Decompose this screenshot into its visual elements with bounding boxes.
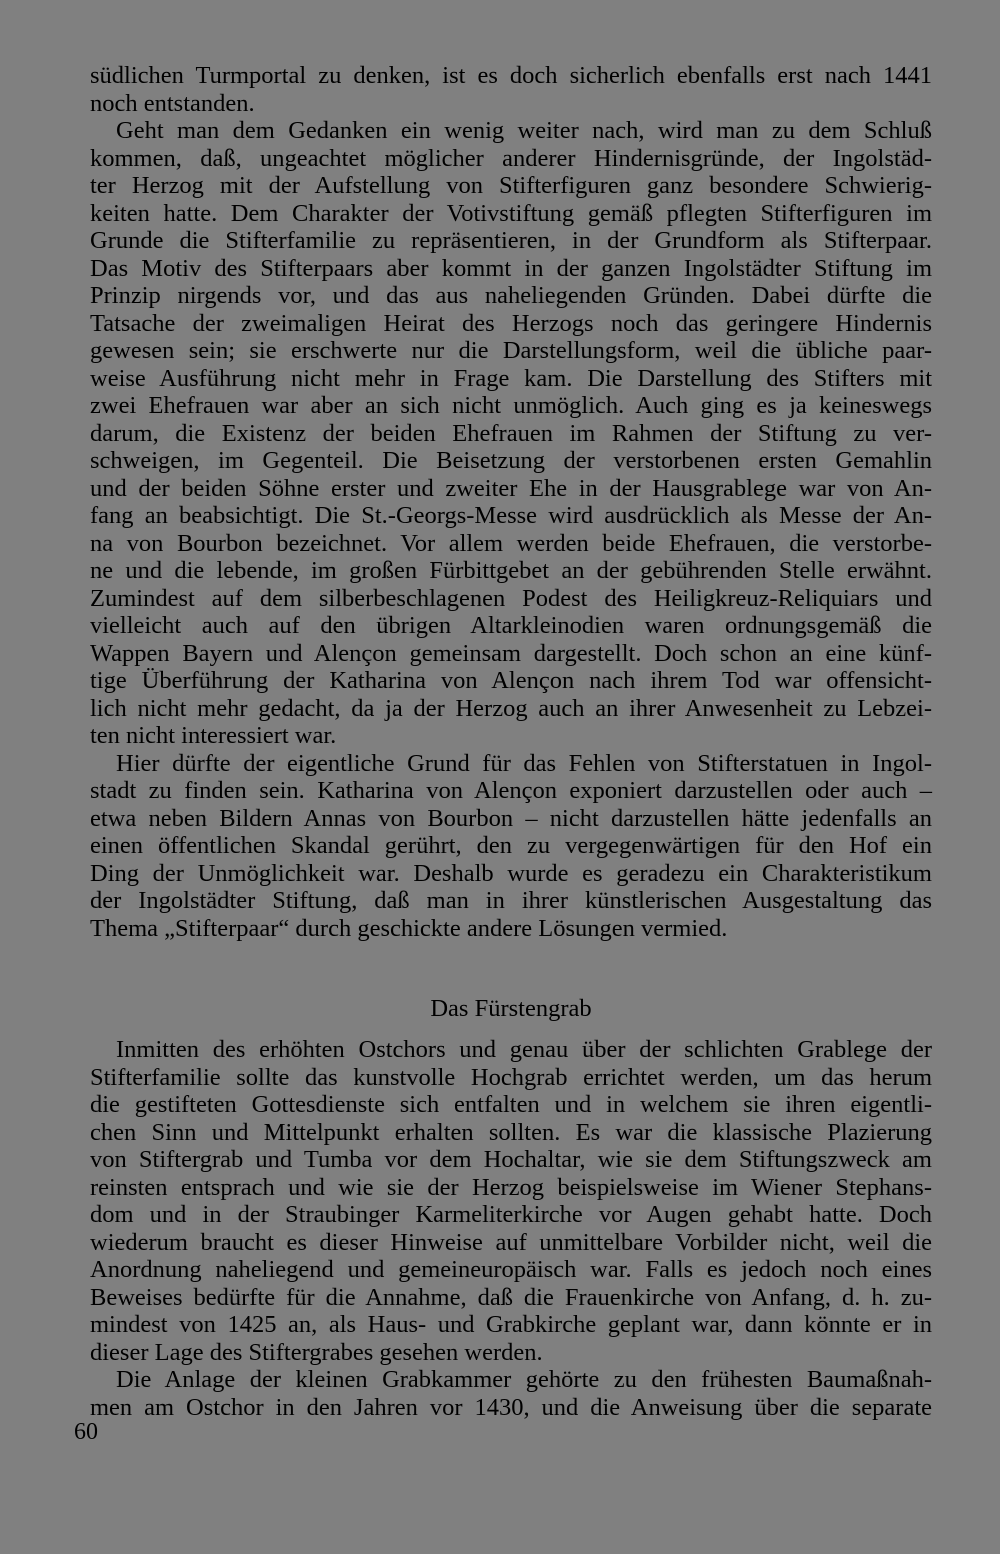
text-line: Thema „Stifterpaar“ durch geschickte andere Lösungen vermied.: [90, 914, 728, 942]
text-line: Ding der Unmöglichkeit war. Deshalb wurde es geradezu ein Charakteristikum: [90, 859, 932, 887]
text-line: wiederum braucht es dieser Hinweise auf unmittelbare Vorbilder nicht, weil die: [90, 1228, 932, 1256]
text-line: noch entstanden.: [90, 89, 255, 117]
text-line: dieser Lage des Stiftergrabes gesehen werden.: [90, 1338, 543, 1366]
text-line: reinsten entsprach und wie sie der Herzog beispielsweise im Wiener Stephans-: [90, 1173, 932, 1201]
text-line: etwa neben Bildern Annas von Bourbon – nicht darzustellen hätte jedenfalls an: [90, 804, 932, 832]
text-line: Zumindest auf dem silberbeschlagenen Podest des Heiligkreuz-Reliquiars und: [90, 584, 932, 612]
text-line: Wappen Bayern und Alençon gemeinsam dargestellt. Doch schon an eine künf-: [90, 639, 932, 667]
body-text-section-2: [90, 1036, 932, 1421]
text-line: lich nicht mehr gedacht, da ja der Herzog auch an ihrer Anwesenheit zu Lebzei-: [90, 694, 932, 722]
text-line: fang an beabsichtigt. Die St.-Georgs-Messe wird ausdrücklich als Messe der An-: [90, 502, 932, 529]
text-line: vielleicht auch auf den übrigen Altarkleinodien waren ordnungsgemäß die: [90, 612, 932, 639]
page-number: 60: [74, 1419, 98, 1445]
text-line: mindest von 1425 an, als Haus- und Grabkirche geplant war, dann könnte er in: [90, 1311, 932, 1338]
text-line: Beweises bedürfte für die Annahme, daß die Frauenkirche von Anfang, d. h. zu-: [90, 1283, 932, 1311]
text-line: Anordnung naheliegend und gemeineuropäisch war. Falls es jedoch noch eines: [90, 1256, 932, 1283]
text-line: chen Sinn und Mittelpunkt erhalten sollten. Es war die klassische Plazierung: [90, 1118, 932, 1146]
text-line: Prinzip nirgends vor, und das aus naheliegenden Gründen. Dabei dürfte die: [90, 282, 932, 309]
text-line: zwei Ehefrauen war aber an sich nicht unmöglich. Auch ging es ja keineswegs: [90, 392, 932, 419]
text-line: gewesen sein; sie erschwerte nur die Darstellungsform, weil die übliche paar-: [90, 337, 932, 364]
text-line: Hier dürfte der eigentliche Grund für das Fehlen von Stifterstatuen in Ingol-: [116, 749, 932, 777]
text-line: von Stiftergrab und Tumba vor dem Hochaltar, wie sie dem Stiftungszweck am: [90, 1146, 932, 1173]
text-line: men am Ostchor in den Jahren vor 1430, und die Anweisung über die separate: [90, 1393, 932, 1421]
text-line: ne und die lebende, im großen Fürbittgebet an der gebührenden Stelle erwähnt.: [90, 557, 932, 584]
text-line: Stifterfamilie sollte das kunstvolle Hochgrab errichtet werden, um das herum: [90, 1063, 932, 1091]
body-text-section-1: [90, 62, 932, 942]
text-line: ten nicht interessiert war.: [90, 722, 337, 749]
text-line: Inmitten des erhöhten Ostchors und genau über der schlichten Grablege der: [116, 1036, 932, 1063]
text-line: Geht man dem Gedanken ein wenig weiter nach, wird man zu dem Schluß: [116, 117, 932, 144]
text-line: darum, die Existenz der beiden Ehefrauen im Rahmen der Stiftung zu ver-: [90, 419, 932, 447]
text-line: und der beiden Söhne erster und zweiter Ehe in der Hausgrablege war von An-: [90, 474, 932, 502]
text-line: südlichen Turmportal zu denken, ist es doch sicherlich ebenfalls erst nach 1441: [90, 62, 932, 89]
text-line: na von Bourbon bezeichnet. Vor allem werden beide Ehefrauen, die verstorbe-: [90, 529, 932, 557]
text-line: keiten hatte. Dem Charakter der Votivstiftung gemäß pflegten Stifterfiguren im: [90, 199, 932, 227]
text-line: Tatsache der zweimaligen Heirat des Herzogs noch das geringere Hindernis: [90, 309, 932, 337]
text-line: weise Ausführung nicht mehr in Frage kam. Die Darstellung des Stifters mit: [90, 364, 932, 392]
section-heading: Das Fürstengrab: [430, 995, 592, 1022]
text-line: die gestifteten Gottesdienste sich entfalten und in welchem sie ihren eigentli-: [90, 1091, 932, 1118]
text-line: Grunde die Stifterfamilie zu repräsentieren, in der Grundform als Stifterpaar.: [90, 227, 932, 254]
text-line: schweigen, im Gegenteil. Die Beisetzung der verstorbenen ersten Gemahlin: [90, 447, 932, 474]
text-line: Die Anlage der kleinen Grabkammer gehörte zu den frühesten Baumaßnah-: [116, 1366, 932, 1393]
text-line: Das Motiv des Stifterpaars aber kommt in der ganzen Ingolstädter Stiftung im: [90, 254, 932, 282]
text-line: einen öffentlichen Skandal gerührt, den zu vergegenwärtigen für den Hof ein: [90, 832, 932, 859]
text-line: kommen, daß, ungeachtet möglicher anderer Hindernisgründe, der Ingolstäd-: [90, 144, 932, 172]
text-line: dom und in der Straubinger Karmeliterkirche vor Augen gehabt hatte. Doch: [90, 1201, 932, 1228]
text-line: der Ingolstädter Stiftung, daß man in ihrer künstlerischen Ausgestaltung das: [90, 887, 932, 914]
text-line: stadt zu finden sein. Katharina von Alençon exponiert darzustellen oder auch –: [90, 777, 932, 804]
text-line: ter Herzog mit der Aufstellung von Stifterfiguren ganz besondere Schwierig-: [90, 172, 932, 199]
text-line: tige Überführung der Katharina von Alençon nach ihrem Tod war offensicht-: [90, 667, 932, 694]
